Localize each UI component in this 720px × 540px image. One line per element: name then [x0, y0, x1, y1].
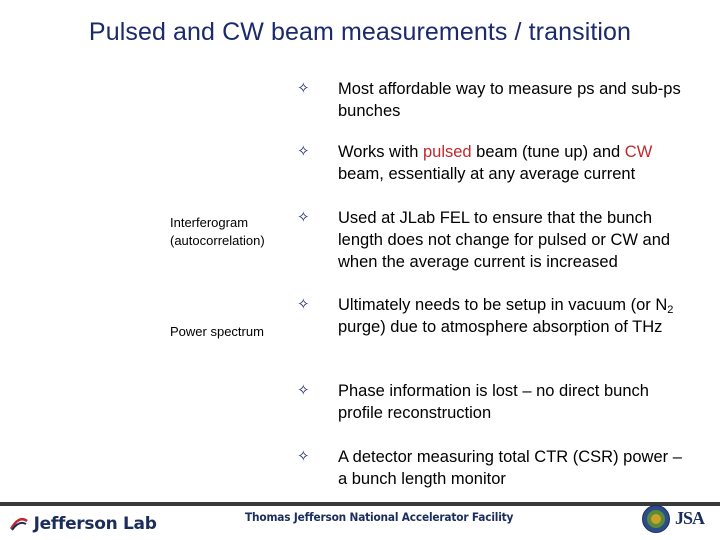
slide-title: Pulsed and CW beam measurements / transition: [88, 18, 632, 46]
bullet-text: Most affordable way to measure ps and sub-ps bunches: [338, 80, 681, 120]
footer-divider: [0, 502, 720, 506]
bullet-text: Used at JLab FEL to ensure that the bunch length does not change for pulsed or CW and when the average current is increased: [338, 209, 671, 271]
interferogram-label: [170, 214, 265, 250]
cw-highlight: CW: [624, 143, 653, 161]
bullet-text: [338, 141, 693, 185]
bullet-text-part: beam (tune up) and: [471, 143, 625, 161]
logo-text: Jefferson Lab: [33, 514, 157, 534]
bullet-star-icon: ✧: [297, 448, 310, 465]
footer: [0, 500, 720, 540]
bullet-text-part: purge) due to atmosphere absorption of THz: [338, 318, 663, 336]
bullet-star-icon: ✧: [297, 80, 310, 97]
bullet-star-icon: ✧: [297, 209, 310, 226]
doe-seal-icon: [641, 504, 671, 534]
facility-name: Thomas Jefferson National Accelerator Facility: [245, 510, 514, 524]
pulsed-highlight: pulsed: [422, 143, 472, 161]
bullet-star-icon: ✧: [297, 296, 310, 313]
bullet-text-part: Works with: [338, 143, 423, 161]
jefferson-lab-logo: [10, 514, 157, 534]
bullet-star-icon: ✧: [297, 382, 310, 399]
bullet-text: Phase information is lost – no direct bunch profile reconstruction: [338, 382, 649, 422]
interferogram-label-line2: (autocorrelation): [170, 233, 265, 248]
bullet-text: [338, 294, 693, 338]
bullet-text: A detector measuring total CTR (CSR) power – a bunch length monitor: [338, 448, 682, 488]
bullet-text-part: Ultimately needs to be setup in vacuum (or N: [338, 296, 668, 314]
jsa-logo: JSA: [675, 508, 705, 528]
bullet-text-part: beam, essentially at any average current: [338, 165, 636, 183]
interferogram-label-line1: Interferogram: [170, 215, 249, 230]
subscript: 2: [667, 304, 674, 316]
power-spectrum-label: Power spectrum: [170, 324, 264, 339]
swoosh-icon: [10, 517, 28, 531]
bullet-star-icon: ✧: [297, 143, 310, 160]
